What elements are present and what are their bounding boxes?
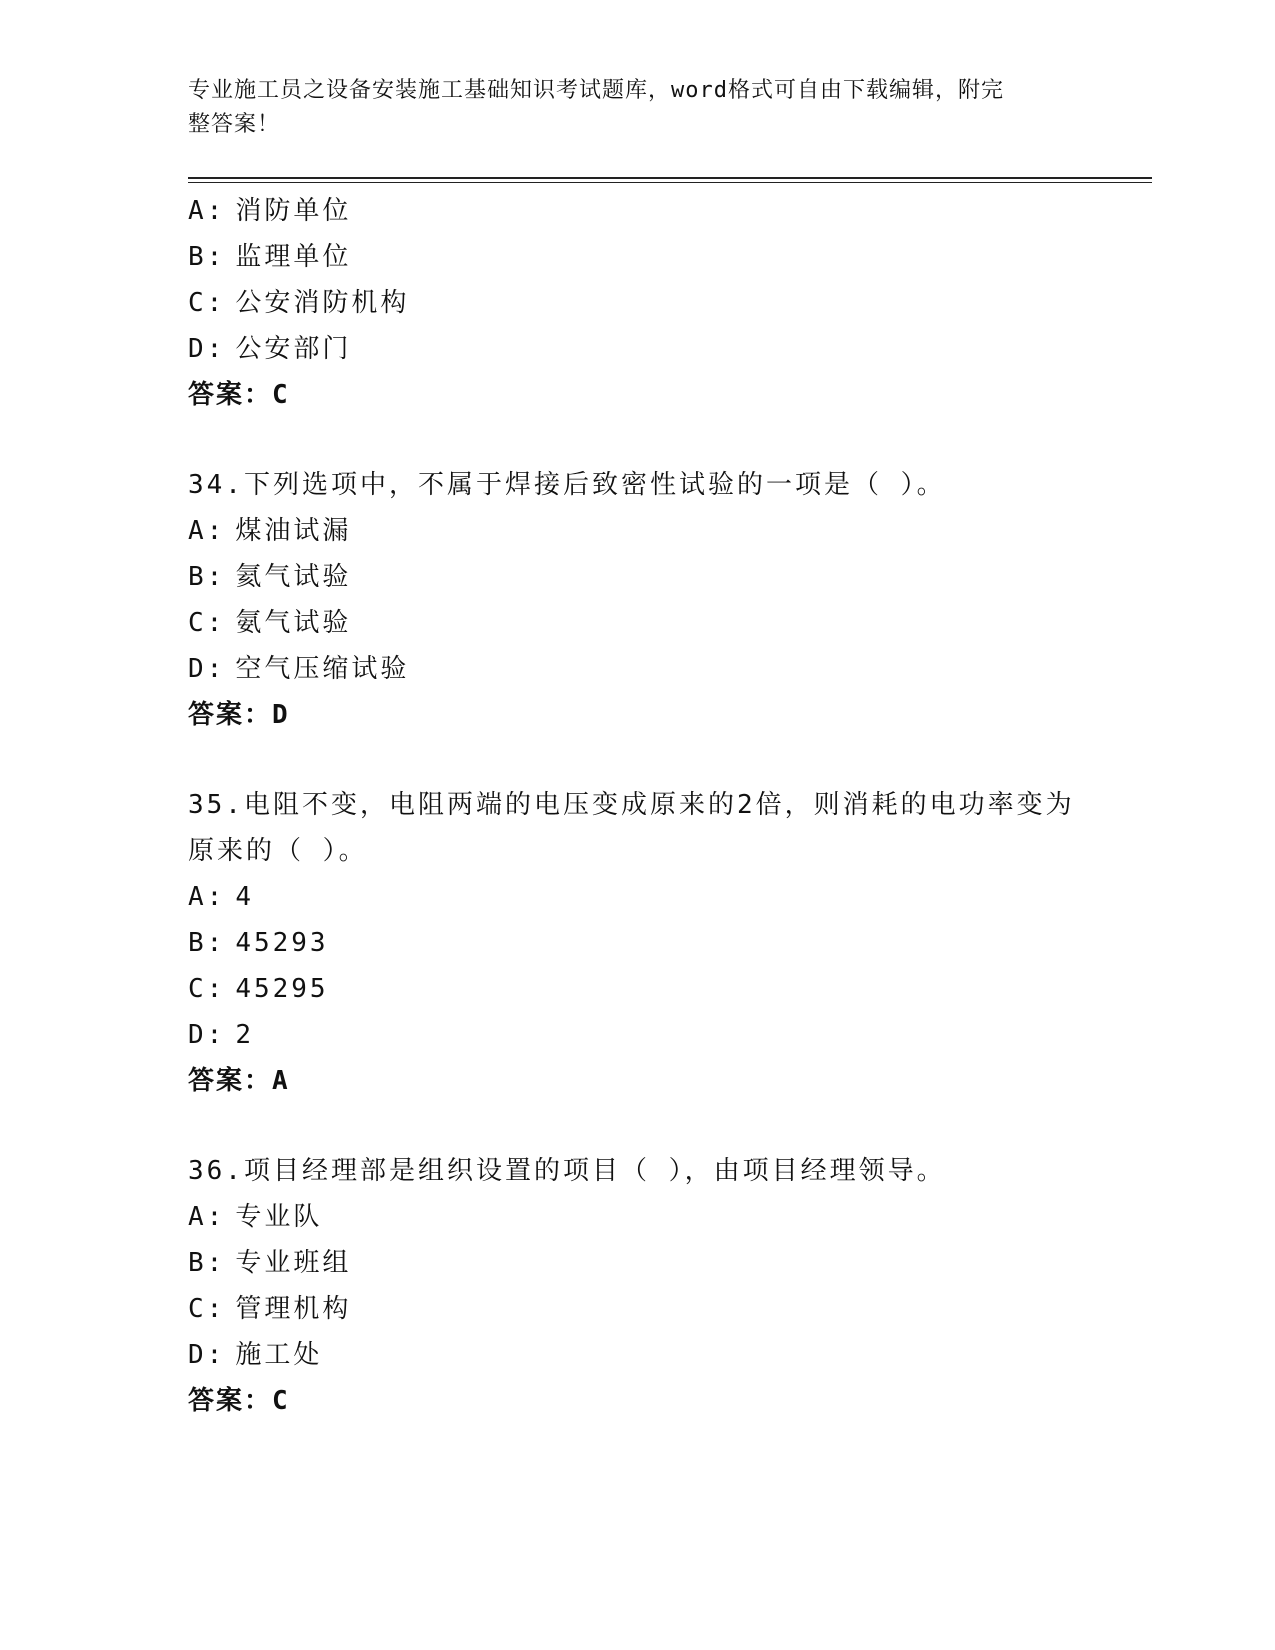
option-d: D: 施工处 <box>188 1340 323 1370</box>
question-list <box>188 188 1108 1424</box>
header-line-1: 专业施工员之设备安装施工基础知识考试题库，word格式可自由下载编辑，附完 <box>188 78 1004 103</box>
option-c: C: 管理机构 <box>188 1294 352 1324</box>
answer-line: 答案：C <box>188 1386 290 1416</box>
answer-line: 答案：C <box>188 380 290 410</box>
header-line-2: 整答案！ <box>188 112 281 137</box>
option-a: A: 专业队 <box>188 1202 323 1232</box>
question-block-35 <box>188 782 1108 1104</box>
option-b: B: 监理单位 <box>188 242 352 272</box>
question-block-36 <box>188 1148 1108 1424</box>
option-b: B: 氦气试验 <box>188 562 352 592</box>
question-block-33 <box>188 188 1108 418</box>
question-block-34 <box>188 462 1108 738</box>
option-c: C: 氨气试验 <box>188 608 352 638</box>
header-divider-thin <box>188 182 1152 183</box>
option-a: A: 4 <box>188 882 254 912</box>
option-b: B: 45293 <box>188 928 329 958</box>
question-stem-line-2: 原来的（ ）。 <box>188 836 368 866</box>
option-d: D: 空气压缩试验 <box>188 654 410 684</box>
option-c: C: 45295 <box>188 974 329 1004</box>
option-a: A: 消防单位 <box>188 196 352 226</box>
option-d: D: 公安部门 <box>188 334 352 364</box>
question-stem: 34.下列选项中，不属于焊接后致密性试验的一项是（ ）。 <box>188 470 946 500</box>
option-c: C: 公安消防机构 <box>188 288 410 318</box>
answer-line: 答案：A <box>188 1066 290 1096</box>
option-a: A: 煤油试漏 <box>188 516 352 546</box>
option-d: D: 2 <box>188 1020 254 1050</box>
answer-line: 答案：D <box>188 700 290 730</box>
question-stem-line-1: 35.电阻不变，电阻两端的电压变成原来的2倍，则消耗的电功率变为 <box>188 790 1075 820</box>
question-stem: 36.项目经理部是组织设置的项目（ ），由项目经理领导。 <box>188 1156 946 1186</box>
option-b: B: 专业班组 <box>188 1248 352 1278</box>
header-divider-thick <box>188 177 1152 179</box>
document-header <box>188 74 1068 142</box>
